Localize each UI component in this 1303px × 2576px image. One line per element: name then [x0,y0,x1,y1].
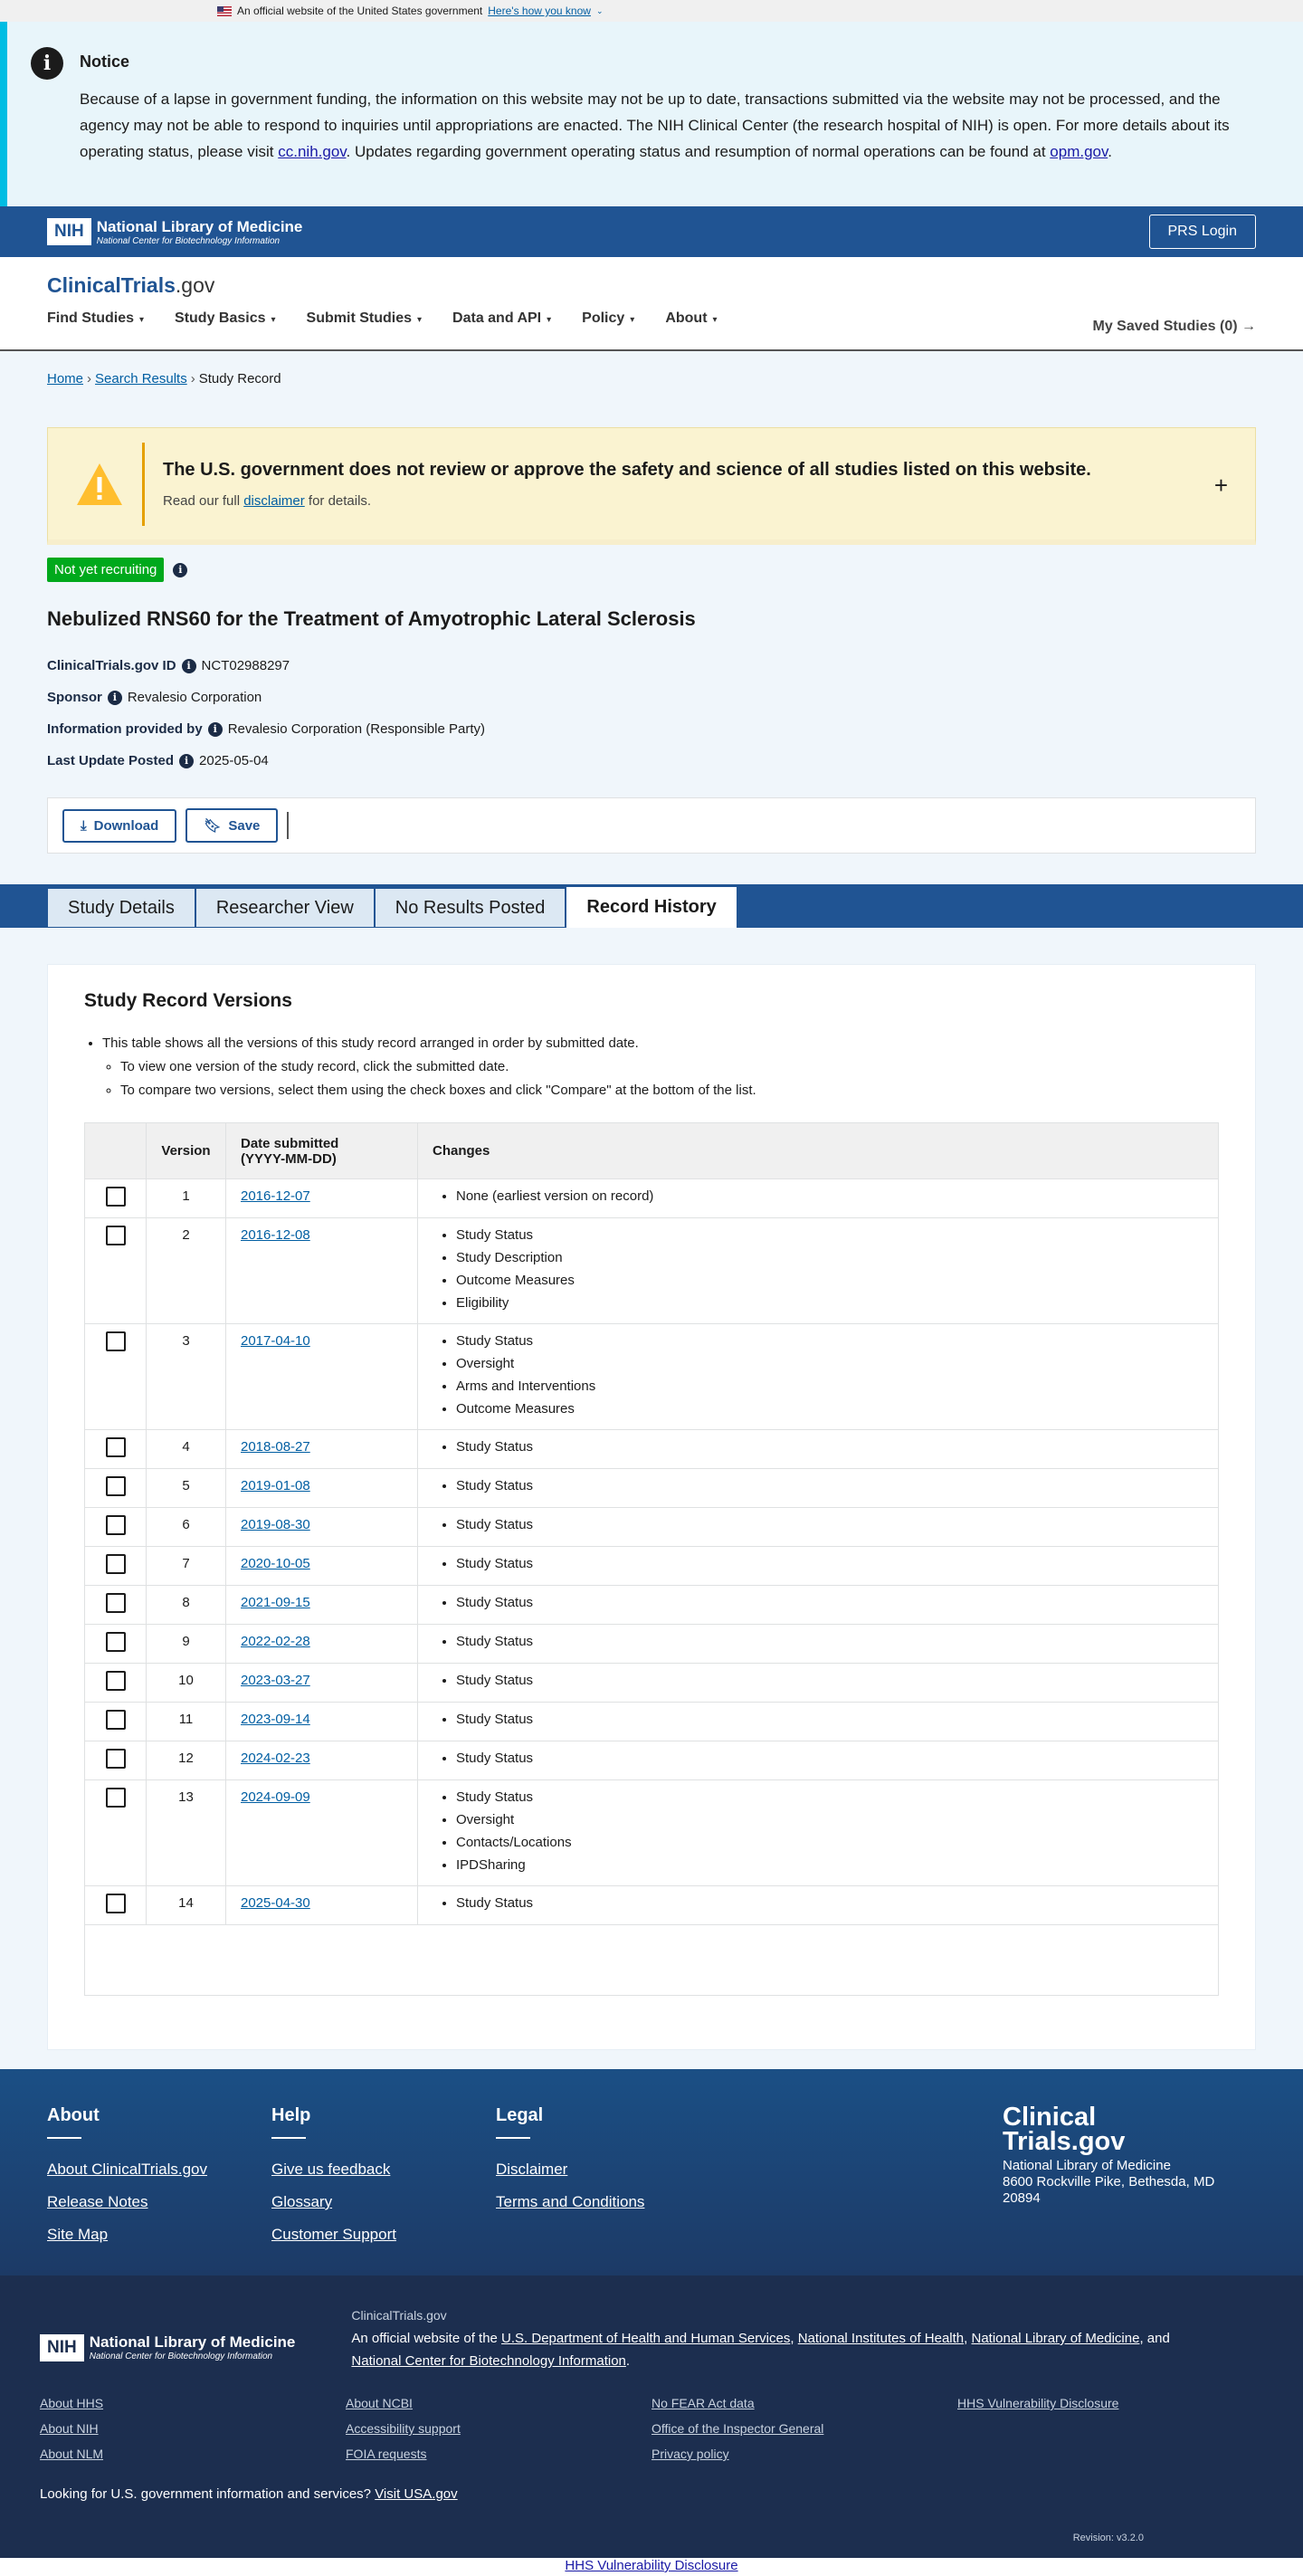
chevron-down-icon: ▾ [630,315,635,325]
change-item: • Study Status [456,1474,1203,1497]
footer-link[interactable]: Accessibility support [346,2421,461,2436]
footer-link[interactable]: About HHS [40,2396,104,2410]
changes-cell [418,1625,1219,1664]
chevron-down-icon: ▾ [271,315,276,325]
compare-checkbox[interactable] [106,1331,126,1351]
info-icon: i [31,47,63,80]
footer-link[interactable]: About NCBI [346,2396,413,2410]
nav-policy[interactable]: Policy ▾ [582,310,635,326]
table-row [85,1508,1219,1547]
instructions: • This table shows all the versions of this study record arranged in order by submitted date. ◦ To view one version of the study record, click the submitted date. ◦ To compare two versions, select them using the check boxes and click "Compare" at the bottom of the list. [84,1032,1219,1102]
nav-data-and-api[interactable]: Data and API ▾ [452,310,552,326]
table-row [85,1547,1219,1586]
my-saved-studies-link[interactable]: My Saved Studies (0) → [1092,319,1256,334]
chevron-down-icon: ▾ [417,315,423,325]
info-icon[interactable]: i [108,691,122,705]
usa-gov-link[interactable]: Visit USA.gov [375,2486,458,2502]
footer-help-title: Help [271,2105,496,2139]
change-item: • Study Status [456,1224,1203,1246]
change-item: • Eligibility [456,1292,1203,1314]
table-row [85,1179,1219,1218]
footer-ct-logo: Clinical Trials.gov [1003,2103,1126,2156]
change-item: • Outcome Measures [456,1398,1203,1420]
col-version: Version [147,1123,226,1179]
breadcrumb-search-results[interactable]: Search Results [95,371,187,386]
status-badge: Not yet recruiting [47,558,164,582]
table-row [85,1625,1219,1664]
download-icon: ⤓ [81,817,87,834]
version-date-link[interactable]: 2018-08-27 [241,1439,310,1455]
cc-nih-link[interactable]: cc.nih.gov [278,143,347,160]
version-date-link[interactable]: 2020-10-05 [241,1556,310,1571]
change-item: • IPDSharing [456,1854,1203,1876]
changes-cell [418,1218,1219,1324]
footer-bottom-links [40,2396,1263,2472]
change-item: • Oversight [456,1352,1203,1375]
footer [0,2069,1303,2275]
disclaimer-link[interactable]: disclaimer [243,492,305,509]
changes-cell [418,1780,1219,1886]
site-header [0,257,1303,351]
footer-address: Clinical Trials.gov National Library of Medicine 8600 Rockville Pike, Bethesda, MD 20894 [1003,2105,1256,2275]
change-item: • Oversight [456,1808,1203,1831]
nih-header [0,206,1303,257]
footer-link[interactable]: Disclaimer [496,2161,568,2178]
hhs-link[interactable]: U.S. Department of Health and Human Services [501,2331,791,2346]
table-row [85,1703,1219,1741]
bottom-vulnerability-bar [0,2558,1303,2576]
nav-find-studies[interactable]: Find Studies ▾ [47,310,145,326]
compare-checkbox[interactable] [106,1226,126,1245]
table-footer-row [85,1925,1219,1996]
nih-link[interactable]: National Institutes of Health [797,2331,965,2346]
version-number: 7 [147,1547,226,1586]
info-icon[interactable]: i [179,754,194,768]
change-item: • Study Status [456,1786,1203,1808]
clinicaltrials-logo[interactable]: ClinicalTrials.gov [47,273,215,297]
table-row [85,1886,1219,1925]
nav-about[interactable]: About ▾ [665,310,718,326]
version-number: 4 [147,1430,226,1469]
col-changes: Changes [418,1123,1219,1179]
footer-nlm-logo[interactable]: NIH National Library of Medicine National Center for Biotechnology Information [40,2323,295,2372]
version-date-link[interactable]: 2016-12-08 [241,1227,310,1243]
meta-study-id: ClinicalTrials.gov ID i NCT02988297 [47,658,290,673]
table-row [85,1664,1219,1703]
table-row [85,1430,1219,1469]
chevron-down-icon: ▾ [712,315,718,325]
study-id-value: NCT02988297 [201,658,290,673]
prs-login-button[interactable]: PRS Login [1149,215,1257,249]
record-versions-heading: Study Record Versions [84,990,292,1011]
version-number: 3 [147,1324,226,1430]
disclaimer-alert [47,427,1256,545]
footer-link[interactable]: Terms and Conditions [496,2193,645,2210]
version-number: 2 [147,1218,226,1324]
compare-checkbox[interactable] [106,1187,126,1207]
arrow-right-icon: → [1241,319,1256,334]
breadcrumb-home[interactable]: Home [47,371,84,386]
meta-last-update: Last Update Posted i 2025-05-04 [47,753,269,768]
chevron-right-icon: › [87,371,92,386]
download-button[interactable]: ⤓ Download [62,809,176,843]
compare-checkbox[interactable] [106,1437,126,1457]
changes-cell [418,1886,1219,1925]
breadcrumb [47,351,1256,427]
nih-logo-box: NIH [47,218,91,245]
nlm-logo[interactable] [47,218,302,246]
expand-plus-icon[interactable]: + [1213,472,1228,499]
nlm-link[interactable]: National Library of Medicine [971,2331,1140,2346]
version-number: 12 [147,1741,226,1780]
record-history-card [47,964,1256,2050]
main-nav [47,310,1256,327]
gov-banner-text: An official website of the United States government [237,5,483,17]
info-icon[interactable]: i [208,722,223,737]
changes-cell [418,1703,1219,1741]
footer-link[interactable]: FOIA requests [346,2447,427,2461]
version-number: 6 [147,1508,226,1547]
version-date-link[interactable]: 2021-09-15 [241,1595,310,1610]
change-item: • Study Description [456,1246,1203,1269]
version-date-link[interactable]: 2023-03-27 [241,1673,310,1688]
version-number: 1 [147,1179,226,1218]
change-item: • Study Status [456,1513,1203,1536]
tab-researcher-view[interactable]: Researcher View [195,888,375,928]
compare-checkbox[interactable] [106,1894,126,1913]
notice-title: Notice [80,52,130,71]
footer-about-title: About [47,2105,271,2139]
sponsor-value: Revalesio Corporation [127,690,262,705]
changes-cell [418,1741,1219,1780]
footer-link[interactable]: No FEAR Act data [652,2396,755,2410]
footer-link[interactable]: Privacy policy [652,2447,729,2461]
tab-bar [0,884,1303,928]
breadcrumb-current: Study Record [198,371,281,386]
version-date-link[interactable]: 2016-12-07 [241,1188,310,1204]
change-item: • Study Status [456,1436,1203,1458]
usa-gov-line: Looking for U.S. government information and services? Visit USA.gov [40,2486,458,2502]
compare-checkbox[interactable] [106,1593,126,1613]
change-item: • None (earliest version on record) [456,1185,1203,1207]
footer-link[interactable]: About ClinicalTrials.gov [47,2161,207,2178]
change-item: • Outcome Measures [456,1269,1203,1292]
save-button[interactable]: 🔖︎ Save [185,808,278,843]
footer-description: ClinicalTrials.gov An official website of the U.S. Department of Health and Human Services, National Institutes of Health, National Library of Medicine, and National Center for Biotechnology Information. [351,2308,1170,2369]
table-row [85,1324,1219,1430]
chevron-down-icon: ⌄ [595,5,604,15]
tab-study-details[interactable]: Study Details [47,888,195,928]
footer-link[interactable]: About NLM [40,2447,104,2461]
table-row [85,1469,1219,1508]
revision-text: Revision: v3.2.0 [1072,2533,1144,2543]
version-number: 9 [147,1625,226,1664]
nav-study-basics[interactable]: Study Basics ▾ [175,310,276,326]
table-row [85,1586,1219,1625]
changes-cell [418,1664,1219,1703]
footer-link[interactable]: Site Map [47,2226,109,2243]
footer-link[interactable]: Release Notes [47,2193,148,2210]
changes-cell [418,1430,1219,1469]
footer-link[interactable]: Glossary [271,2193,333,2210]
change-item: • Study Status [456,1630,1203,1653]
nav-submit-studies[interactable]: Submit Studies ▾ [306,310,423,326]
changes-cell [418,1547,1219,1586]
compare-checkbox[interactable] [106,1671,126,1691]
notice-body: Because of a lapse in government funding, the information on this website may not be up to date, transactions submitted via the website may not be processed, and the agency may not be able to respond to inquiries until appropriations are enacted. The NIH Clinical Center (the research hospital of NIH) is open. For more details about its operating status, please visit cc.nih.gov. Updates regarding government operating status and resumption of normal operations can be found at opm.gov. [80,91,1230,160]
footer-link[interactable]: Office of the Inspector General [652,2421,824,2436]
provided-by-value: Revalesio Corporation (Responsible Party) [227,721,485,737]
compare-checkbox[interactable] [106,1515,126,1535]
info-icon[interactable]: i [173,563,187,577]
change-item: • Study Status [456,1708,1203,1731]
version-number: 14 [147,1886,226,1925]
footer-link[interactable]: Give us feedback [271,2161,391,2178]
chevron-down-icon: ▾ [547,315,552,325]
changes-cell [418,1469,1219,1508]
chevron-down-icon: ▾ [139,315,145,325]
version-date-link[interactable]: 2019-08-30 [241,1517,310,1532]
action-bar [47,797,1256,854]
change-item: • Study Status [456,1330,1203,1352]
tab-record-history[interactable]: Record History [566,886,737,928]
notice-alert [0,22,1303,206]
version-date-link[interactable]: 2022-02-28 [241,1634,310,1649]
changes-cell [418,1179,1219,1218]
changes-cell [418,1508,1219,1547]
version-date-link[interactable]: 2017-04-10 [241,1333,310,1349]
gov-banner [0,0,1303,22]
last-update-value: 2025-05-04 [199,753,269,768]
compare-checkbox[interactable] [106,1632,126,1652]
change-item: • Study Status [456,1892,1203,1914]
footer-link[interactable]: About NIH [40,2421,99,2436]
compare-checkbox[interactable] [106,1749,126,1769]
version-date-link[interactable]: 2024-09-09 [241,1789,310,1805]
us-flag-icon [217,6,232,16]
tab-no-results-posted[interactable]: No Results Posted [375,888,566,928]
heres-how-you-know-link[interactable]: Here's how you know [488,5,591,17]
footer-bottom [0,2275,1303,2558]
change-item: • Study Status [456,1591,1203,1614]
change-item: • Study Status [456,1747,1203,1770]
study-title: Nebulized RNS60 for the Treatment of Amyotrophic Lateral Sclerosis [47,607,696,630]
disclaimer-heading: The U.S. government does not review or approve the safety and science of all studies listed on this website. [163,459,1091,480]
col-date-submitted: Date submitted (YYYY-MM-DD) [226,1123,418,1179]
version-date-link[interactable]: 2025-04-30 [241,1895,310,1911]
opm-link[interactable]: opm.gov [1050,143,1108,160]
compare-checkbox[interactable] [106,1710,126,1730]
footer-link[interactable]: HHS Vulnerability Disclosure [957,2396,1119,2410]
version-date-link[interactable]: 2019-01-08 [241,1478,310,1493]
disclaimer-text: Read our full disclaimer for details. [163,492,372,509]
change-item: • Contacts/Locations [456,1831,1203,1854]
hhs-vulnerability-link[interactable]: HHS Vulnerability Disclosure [565,2558,738,2573]
meta-provided-by: Information provided by i Revalesio Corporation (Responsible Party) [47,721,485,737]
table-row [85,1780,1219,1886]
version-number: 10 [147,1664,226,1703]
bookmark-icon: 🔖︎ [204,818,222,834]
warning-icon [75,462,124,507]
footer-legal-title: Legal [496,2105,720,2139]
changes-cell [418,1586,1219,1625]
nlm-name: National Library of Medicine [96,217,303,235]
version-number: 8 [147,1586,226,1625]
version-date-link[interactable]: 2023-09-14 [241,1712,310,1727]
change-item: • Arms and Interventions [456,1375,1203,1398]
compare-checkbox[interactable] [106,1476,126,1496]
ncbi-link[interactable]: National Center for Biotechnology Information [351,2353,626,2369]
info-icon[interactable]: i [182,659,196,673]
change-item: • Study Status [456,1669,1203,1692]
table-row [85,1218,1219,1324]
chevron-right-icon: › [190,371,195,386]
compare-checkbox[interactable] [106,1554,126,1574]
version-date-link[interactable]: 2024-02-23 [241,1751,310,1766]
version-number: 5 [147,1469,226,1508]
ncbi-name: National Center for Biotechnology Information [96,235,281,246]
version-number: 11 [147,1703,226,1741]
meta-sponsor: Sponsor i Revalesio Corporation [47,690,262,705]
change-item: • Study Status [456,1552,1203,1575]
compare-checkbox[interactable] [106,1788,126,1808]
changes-cell [418,1324,1219,1430]
versions-table [84,1122,1219,1996]
version-number: 13 [147,1780,226,1886]
table-row [85,1741,1219,1780]
footer-link[interactable]: Customer Support [271,2226,396,2243]
